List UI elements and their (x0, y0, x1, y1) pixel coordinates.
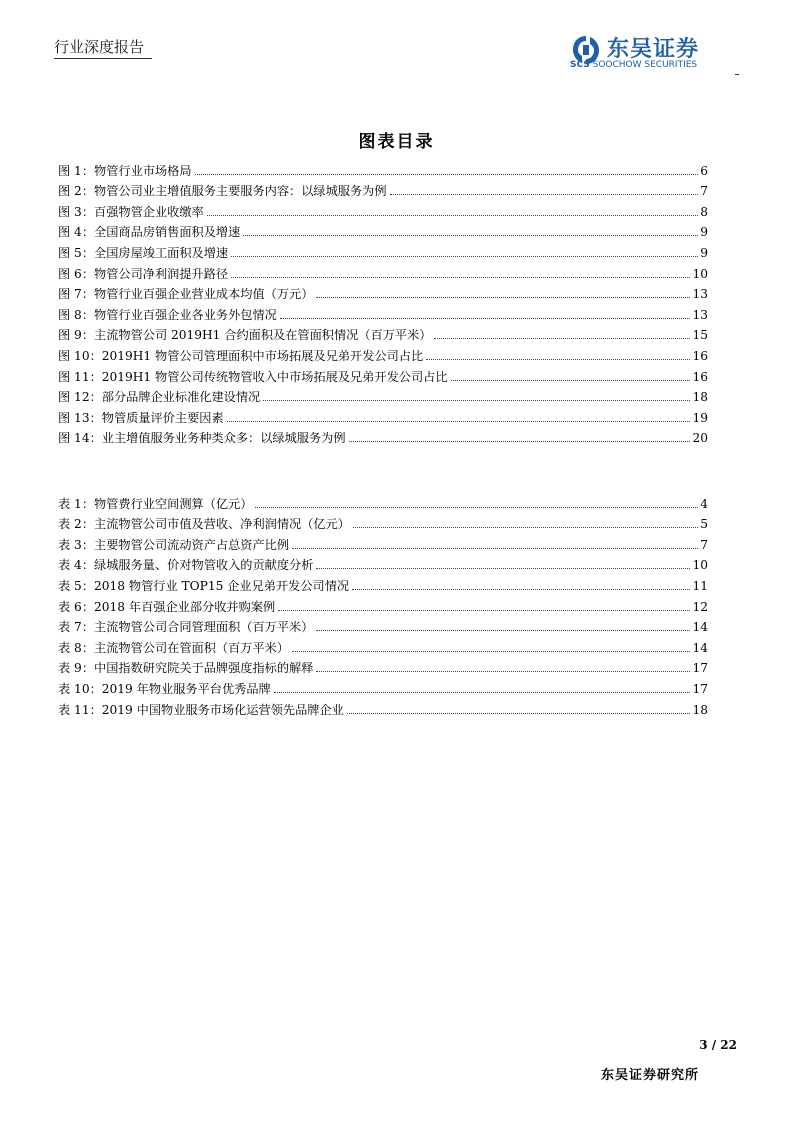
figure-entry-label: 图 14：业主增值服务业务种类众多：以绿城服务为例 (58, 431, 346, 446)
figure-entry[interactable] (58, 302, 708, 323)
dot-leader (255, 507, 698, 508)
dot-leader (278, 610, 690, 611)
table-entry-page: 14 (692, 620, 708, 635)
figure-entry-page: 20 (692, 431, 708, 446)
dot-leader (231, 256, 698, 257)
table-entry-page: 14 (692, 640, 708, 655)
table-entry-page: 5 (700, 517, 708, 532)
figure-entry[interactable] (58, 282, 708, 303)
dot-leader (347, 713, 691, 714)
figure-entry-label: 图 8：物管行业百强企业各业务外包情况 (58, 307, 277, 322)
figure-entry-label: 图 3：百强物管企业收缴率 (58, 204, 204, 219)
figure-entry-page: 10 (692, 266, 708, 281)
figure-entry-label: 图 4：全国商品房销售面积及增速 (58, 225, 241, 240)
table-entry[interactable] (58, 573, 708, 594)
table-entry[interactable] (58, 532, 708, 553)
table-entry[interactable] (58, 553, 708, 574)
table-entry-label: 表 4：绿城服务量、价对物管收入的贡献度分析 (58, 558, 314, 573)
page-title: 图表目录 (358, 132, 435, 152)
figure-entry-label: 图 12：部分品牌企业标准化建设情况 (58, 390, 261, 405)
table-list (58, 491, 708, 718)
figure-entry[interactable] (58, 179, 708, 200)
table-entry[interactable] (58, 491, 708, 512)
table-entry-label: 表 9：中国指数研究院关于品牌强度指标的解释 (58, 661, 314, 676)
table-entry-label: 表 8：主流物管公司在管面积（百万平米） (58, 640, 290, 655)
table-entry-page: 12 (692, 599, 708, 614)
table-entry-label: 表 10：2019 年物业服务平台优秀品牌 (58, 681, 271, 696)
figure-entry-label: 图 5：全国房屋竣工面积及增速 (58, 245, 229, 260)
logo-abbr: SCS (570, 60, 590, 70)
figure-entry[interactable] (58, 323, 708, 344)
table-entry-label: 表 5：2018 物管行业 TOP15 企业兄弟开发公司情况 (58, 578, 350, 593)
figure-entry[interactable] (58, 240, 708, 261)
figure-entry-page: 16 (692, 369, 708, 384)
table-entry[interactable] (58, 676, 708, 697)
figure-entry[interactable] (58, 364, 708, 385)
table-entry-page: 10 (692, 558, 708, 573)
figure-entry-page: 6 (700, 163, 708, 178)
dot-leader (349, 441, 691, 442)
figure-entry-page: 15 (692, 328, 708, 343)
table-entry-label: 表 1：物管费行业空间测算（亿元） (58, 496, 253, 511)
figure-entry-label: 图 10：2019H1 物管公司管理面积中市场拓展及兄弟开发公司占比 (58, 348, 424, 363)
dot-leader (316, 568, 690, 569)
dot-leader (316, 297, 690, 298)
figure-entry-label: 图 2：物管公司业主增值服务主要服务内容：以绿城服务为例 (58, 184, 387, 199)
table-entry[interactable] (58, 635, 708, 656)
table-entry[interactable] (58, 512, 708, 533)
table-entry-page: 17 (692, 681, 708, 696)
logo-chinese-text: 东吴证券 (607, 37, 700, 62)
figure-entry-page: 13 (692, 287, 708, 302)
header-underline (54, 58, 152, 59)
table-entry-page: 18 (692, 702, 708, 717)
dot-leader (207, 215, 699, 216)
figure-entry[interactable] (58, 385, 708, 406)
dot-leader (316, 671, 690, 672)
table-entry-page: 4 (700, 496, 708, 511)
page-number: 3 / 22 (699, 1038, 737, 1052)
dot-leader (316, 630, 690, 631)
footer-institute: 东吴证券研究所 (600, 1068, 699, 1083)
figure-entry-page: 7 (700, 184, 708, 199)
figure-entry-page: 9 (700, 245, 708, 260)
logo-english-name: SOOCHOW SECURITIES (592, 60, 698, 70)
figure-entry-page: 16 (692, 348, 708, 363)
dot-leader (227, 421, 691, 422)
figure-list (58, 158, 708, 446)
dot-leader (195, 174, 699, 175)
figure-entry[interactable] (58, 343, 708, 364)
figure-entry-page: 13 (692, 307, 708, 322)
figure-entry[interactable] (58, 405, 708, 426)
table-entry-label: 表 3：主要物管公司流动资产占总资产比例 (58, 537, 290, 552)
dot-leader (390, 194, 699, 195)
figure-entry-label: 图 9：主流物管公司 2019H1 合约面积及在管面积情况（百万平米） (58, 328, 432, 343)
dot-leader (292, 548, 698, 549)
dot-leader (352, 589, 690, 590)
table-entry-label: 表 2：主流物管公司市值及营收、净利润情况（亿元） (58, 517, 350, 532)
table-entry-label: 表 11：2019 中国物业服务市场化运营领先品牌企业 (58, 702, 344, 717)
figure-entry-label: 图 7：物管行业百强企业营业成本均值（万元） (58, 287, 314, 302)
table-entry[interactable] (58, 697, 708, 718)
figure-entry-page: 9 (700, 225, 708, 240)
figure-entry[interactable] (58, 158, 708, 179)
figure-entry[interactable] (58, 199, 708, 220)
figure-entry-page: 18 (692, 390, 708, 405)
brand-logo (570, 34, 740, 74)
header-tick (735, 74, 739, 75)
table-entry-label: 表 6：2018 年百强企业部分收并购案例 (58, 599, 276, 614)
figure-entry[interactable] (58, 261, 708, 282)
table-entry-page: 17 (692, 661, 708, 676)
table-entry-page: 7 (700, 537, 708, 552)
dot-leader (353, 527, 698, 528)
figure-entry-page: 19 (692, 410, 708, 425)
dot-leader (243, 235, 698, 236)
dot-leader (426, 359, 690, 360)
table-entry-page: 11 (692, 578, 708, 593)
dot-leader (263, 400, 690, 401)
dot-leader (292, 651, 690, 652)
figure-entry-label: 图 6：物管公司净利润提升路径 (58, 266, 229, 281)
figure-entry-page: 8 (700, 204, 708, 219)
dot-leader (231, 277, 690, 278)
table-entry-label: 表 7：主流物管公司合同管理面积（百万平米） (58, 620, 314, 635)
figure-entry[interactable] (58, 220, 708, 241)
figure-entry-label: 图 13：物管质量评价主要因素 (58, 410, 224, 425)
figure-entry-label: 图 1：物管行业市场格局 (58, 163, 192, 178)
table-entry[interactable] (58, 656, 708, 677)
figure-entry[interactable] (58, 426, 708, 447)
table-entry[interactable] (58, 594, 708, 615)
report-type-label: 行业深度报告 (54, 38, 145, 56)
dot-leader (274, 692, 691, 693)
dot-leader (434, 338, 690, 339)
table-entry[interactable] (58, 615, 708, 636)
figure-entry-label: 图 11：2019H1 物管公司传统物管收入中市场拓展及兄弟开发公司占比 (58, 369, 448, 384)
dot-leader (280, 318, 691, 319)
logo-english-text (570, 60, 697, 70)
dot-leader (451, 380, 691, 381)
